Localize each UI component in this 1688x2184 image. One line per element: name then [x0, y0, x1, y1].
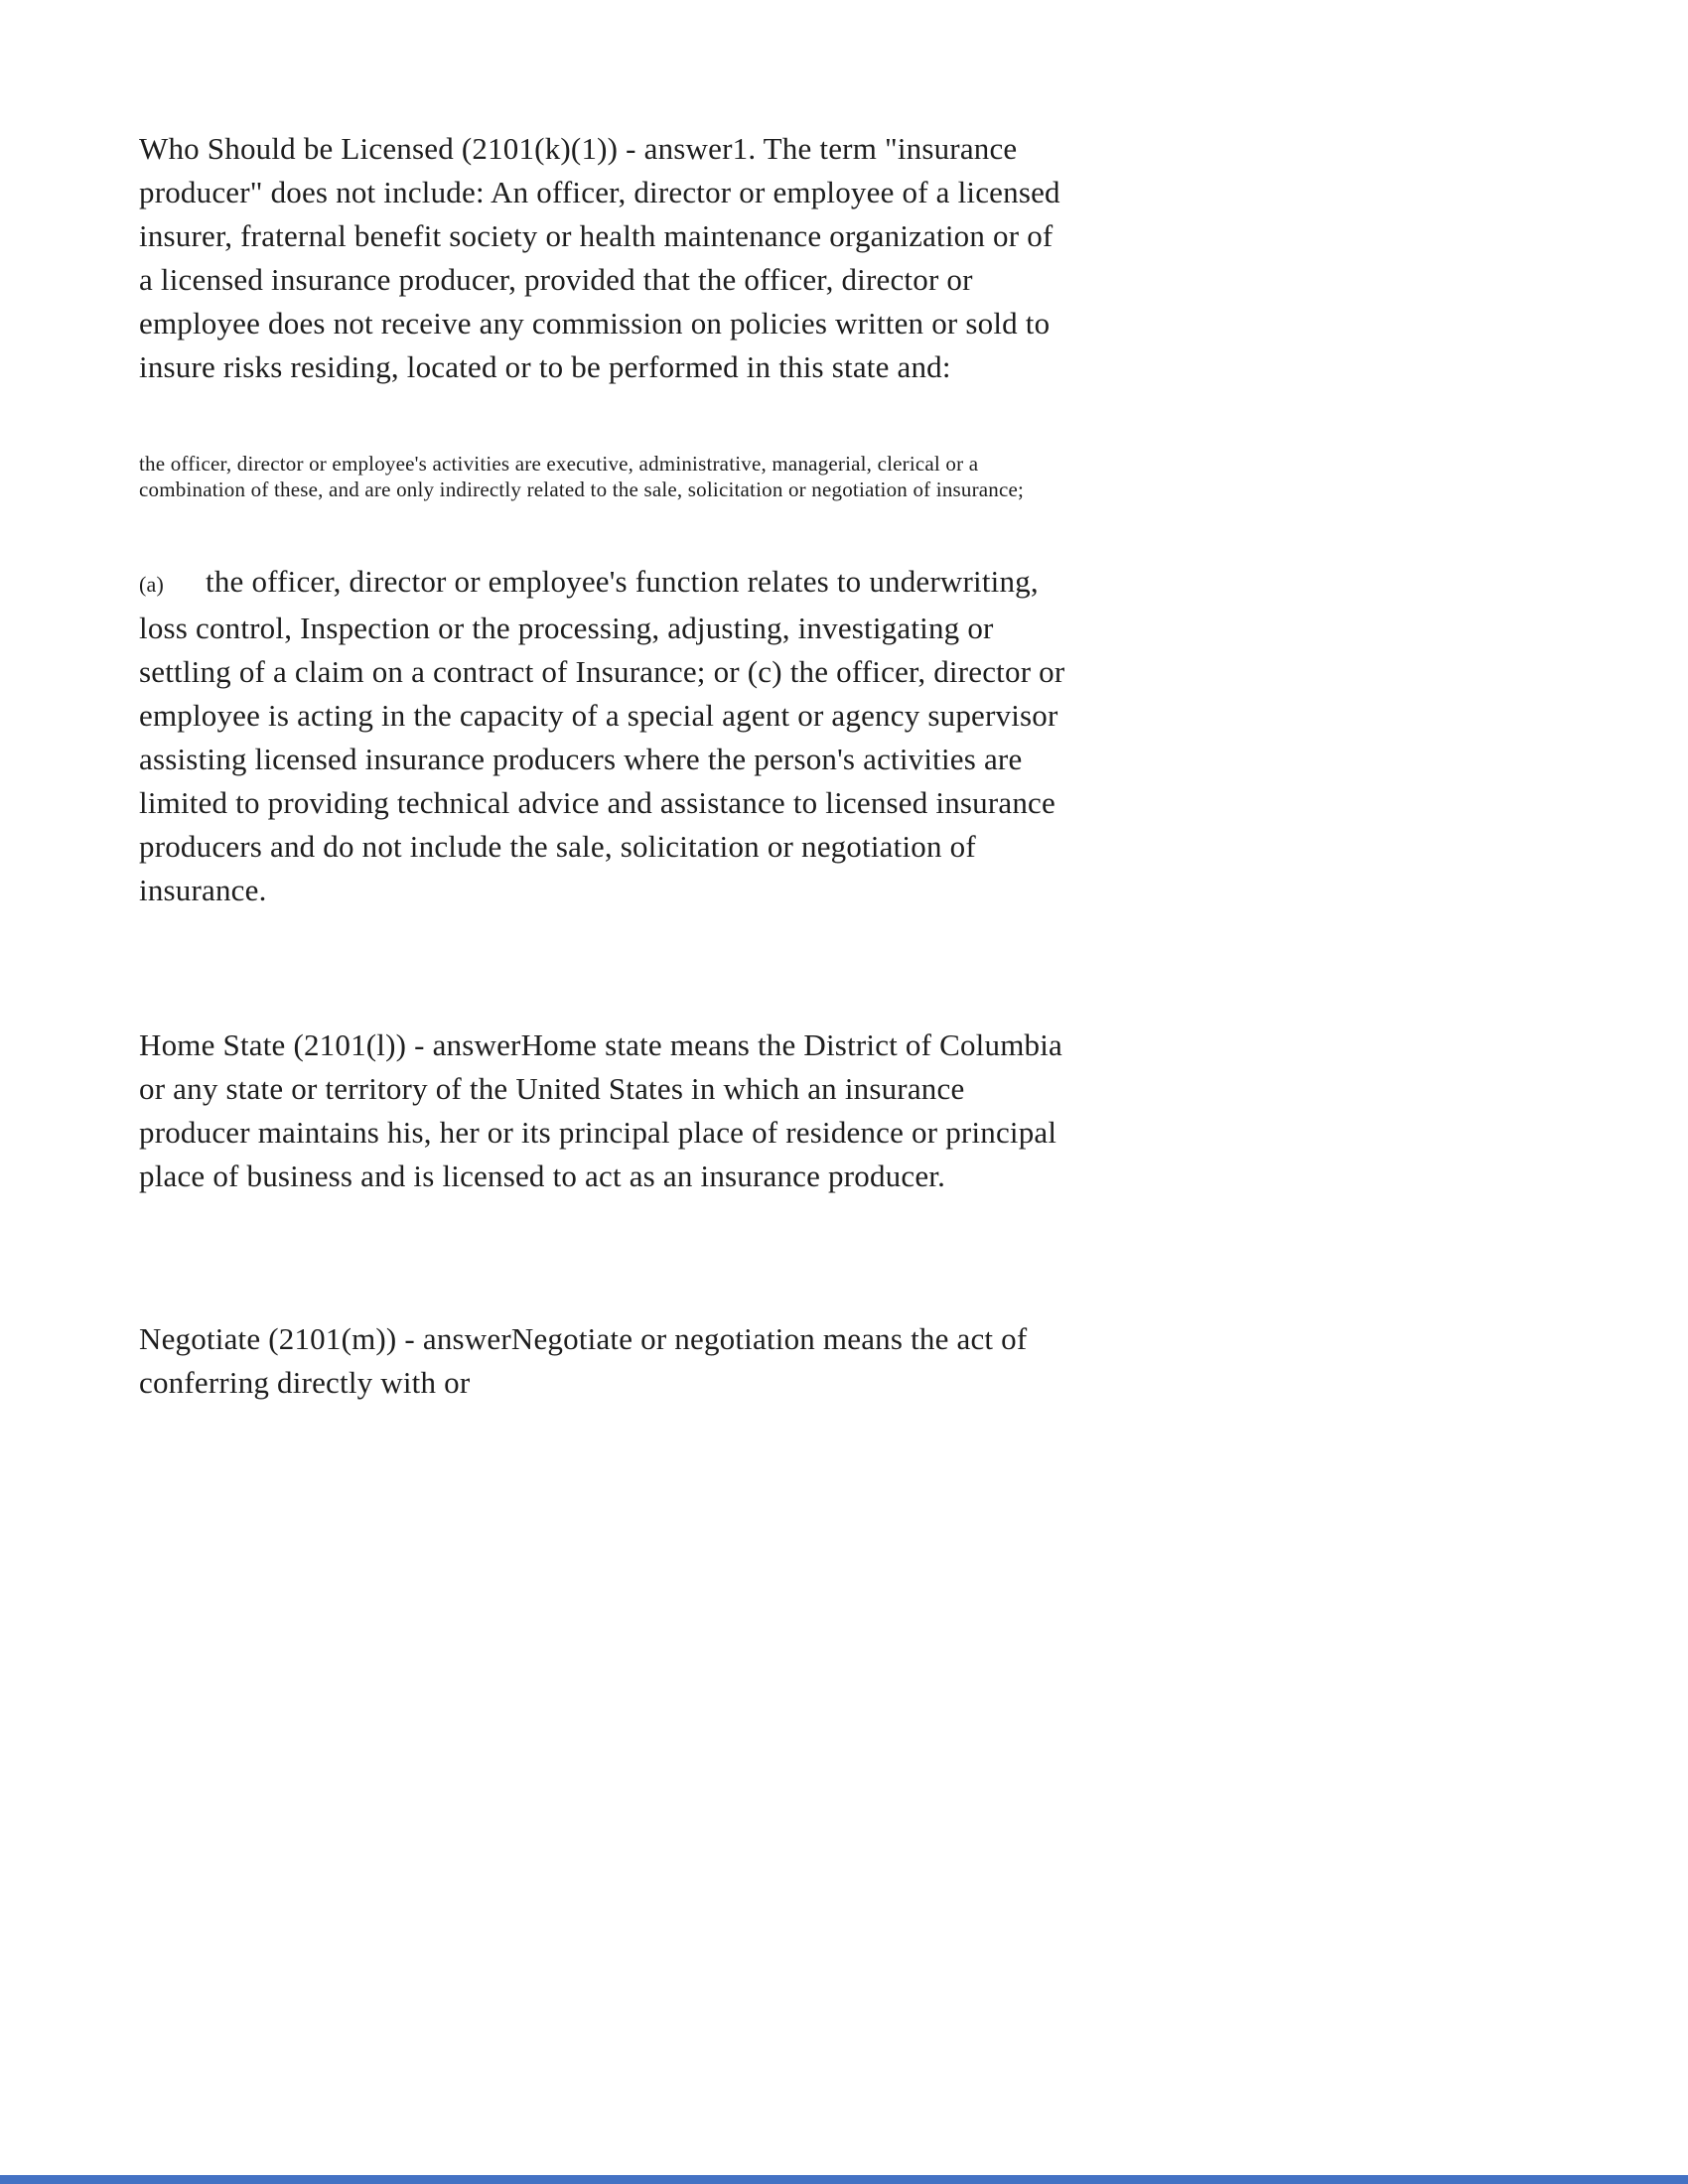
document-content [139, 127, 1072, 1405]
paragraph-negotiate: Negotiate (2101(m)) - answerNegotiate or negotiation means the act of conferring directly with or [139, 1321, 1028, 1400]
paragraph-item-a [139, 560, 1072, 912]
paragraph-home-state: Home State (2101(l)) - answerHome state means the District of Columbia or any state or territory of the United States in which an insurance producer maintains his, her or its principal place of residence or principal place of business and is licensed to act as an insurance producer. [139, 1027, 1062, 1193]
list-marker-a: (a) [139, 572, 165, 597]
footer-accent-bar [0, 2175, 1688, 2184]
paragraph-activities-clause: the officer, director or employee's activities are executive, administrative, managerial, clerical or a combination of these, and are only indirectly related to the sale, solicitation or negotiation of insurance; [139, 452, 1025, 501]
paragraph-who-should-be-licensed: Who Should be Licensed (2101(k)(1)) - answer1. The term "insurance producer" does not include: An officer, director or employee of a licensed insurer, fraternal benefit society or health maintenance organization or of a licensed insurance producer, provided that the officer, director or employee does not receive any commission on policies written or sold to insure risks residing, located or to be performed in this state and: [139, 131, 1060, 384]
paragraph-item-a-text: the officer, director or employee's function relates to underwriting, loss control, Inspection or the processing, adjusting, investigating or settling of a claim on a contract of Insurance; or (c) the officer, director or employee is acting in the capacity of a special agent or agency supervisor assisting licensed insurance producers where the person's activities are limited to providing technical advice and assistance to licensed insurance producers and do not include the sale, solicitation or negotiation of insurance. [139, 564, 1065, 907]
